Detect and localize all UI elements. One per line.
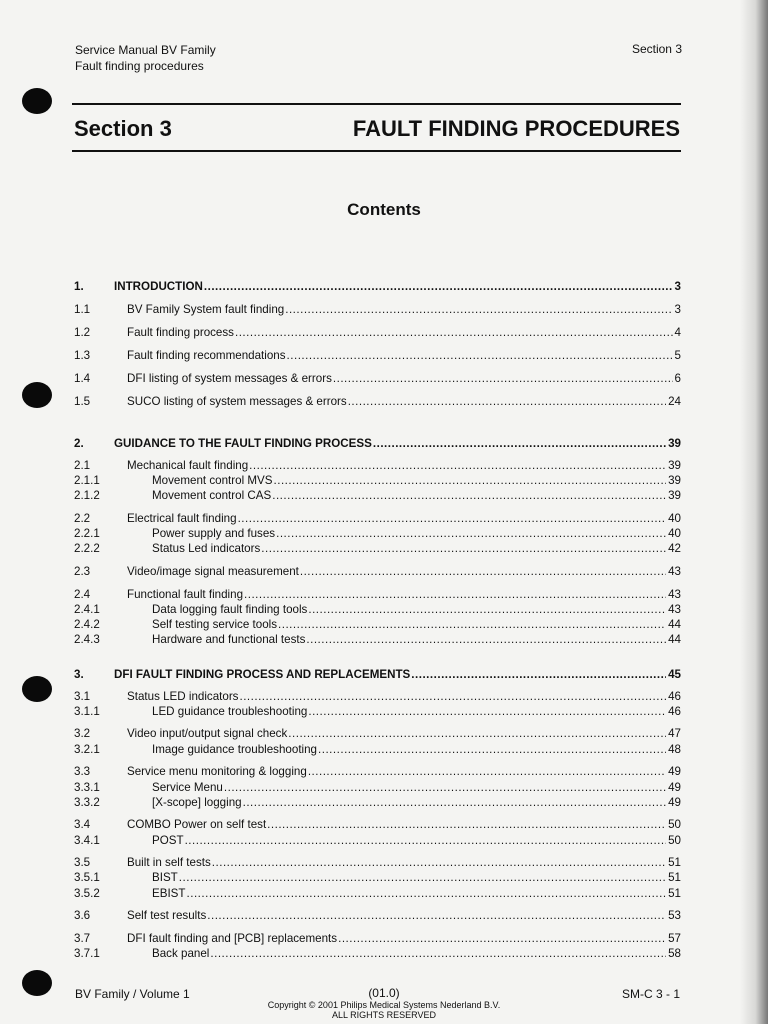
toc-entry[interactable] <box>74 668 681 690</box>
toc-leader-dots <box>300 565 666 578</box>
toc-leader-dots <box>348 395 666 408</box>
punch-hole <box>22 88 52 114</box>
toc-leader-dots <box>287 349 673 362</box>
toc-leader-dots <box>288 727 666 740</box>
toc-entry-page: 6 <box>674 372 681 385</box>
toc-entry-title: BIST <box>152 871 178 885</box>
toc-leader-dots <box>210 947 666 960</box>
toc-entry-text <box>127 395 681 408</box>
section-ref: Section 3 <box>631 42 682 56</box>
toc-entry-number: 3.2.1 <box>74 742 100 756</box>
toc-entry-title: DFI fault finding and [PCB] replacements <box>127 932 338 945</box>
toc-gap <box>74 505 681 513</box>
toc-leader-dots <box>238 512 667 525</box>
toc-entry-number: 3.4 <box>74 818 91 832</box>
toc-entry-text <box>114 280 681 293</box>
punch-hole <box>22 676 52 702</box>
toc-gap <box>74 811 681 819</box>
toc-entry-text <box>127 909 681 922</box>
toc-entry-number: 3.1 <box>74 689 91 703</box>
toc-entry-page: 47 <box>668 727 681 741</box>
toc-entry-text <box>127 565 681 578</box>
toc-leader-dots <box>235 326 673 339</box>
toc-entry-page: 51 <box>668 886 681 900</box>
toc-entry-number: 2.1.2 <box>74 489 100 503</box>
toc-leader-dots <box>244 588 666 601</box>
toc-entry-number: 3.4.1 <box>74 833 100 847</box>
toc-entry-title: Built in self tests <box>127 856 211 870</box>
table-of-contents <box>74 280 681 962</box>
toc-entry[interactable] <box>74 743 681 758</box>
toc-entry-text <box>152 542 681 555</box>
toc-entry-title: Fault finding process <box>127 326 234 339</box>
toc-entry-number: 2.4.3 <box>74 633 100 647</box>
toc-entry[interactable] <box>74 303 681 326</box>
toc-entry-number: 3.2 <box>74 727 91 741</box>
toc-entry-number: 1.4 <box>74 372 91 385</box>
copyright: Copyright © 2001 Philips Medical Systems Nederland B.V. <box>267 1000 501 1010</box>
toc-entry-text <box>152 705 681 718</box>
toc-entry-text <box>127 727 681 740</box>
toc-entry-page: 43 <box>668 565 681 579</box>
toc-entry-page: 40 <box>668 512 681 526</box>
toc-entry-number: 1.5 <box>74 395 91 408</box>
toc-entry-number: 3.1.1 <box>74 704 100 718</box>
toc-entry[interactable] <box>74 527 681 542</box>
toc-entry-page: 3 <box>674 280 681 293</box>
toc-entry-number: 2.3 <box>74 565 91 579</box>
toc-entry-number: 1.1 <box>74 303 91 316</box>
toc-leader-dots <box>285 303 672 316</box>
toc-entry-number: 3.5 <box>74 856 91 870</box>
toc-entry[interactable] <box>74 512 681 527</box>
toc-entry[interactable] <box>74 932 681 947</box>
toc-entry-title: SUCO listing of system messages & errors <box>127 395 347 408</box>
toc-entry-text <box>152 887 681 900</box>
toc-entry-page: 50 <box>668 833 681 847</box>
toc-entry-text <box>152 603 681 616</box>
toc-entry-number: 2.1 <box>74 459 91 472</box>
toc-leader-dots <box>308 705 666 718</box>
toc-entry-text <box>152 618 681 631</box>
toc-entry-number: 3.3.1 <box>74 780 100 794</box>
manual-subtitle: Fault finding procedures <box>75 59 204 73</box>
toc-entry[interactable] <box>74 765 681 780</box>
toc-entry-text <box>152 633 681 646</box>
toc-leader-dots <box>318 743 666 756</box>
toc-entry-page: 53 <box>668 909 681 923</box>
toc-entry-title: Power supply and fuses <box>152 527 276 541</box>
toc-entry-text <box>127 932 681 945</box>
rights: ALL RIGHTS RESERVED <box>331 1010 437 1020</box>
toc-entry-text <box>127 303 681 316</box>
toc-entry-text <box>152 781 681 794</box>
punch-hole <box>22 382 52 408</box>
toc-leader-dots <box>204 280 673 293</box>
toc-entry-title: Video input/output signal check <box>127 727 288 741</box>
toc-gap <box>74 649 681 668</box>
toc-entry[interactable] <box>74 542 681 557</box>
toc-entry-title: INTRODUCTION <box>114 280 203 293</box>
toc-entry-title: Status Led indicators <box>152 542 261 556</box>
section-number: Section 3 <box>74 116 172 141</box>
toc-entry[interactable] <box>74 856 681 871</box>
toc-entry-number: 2.4 <box>74 587 91 601</box>
toc-entry[interactable] <box>74 690 681 705</box>
toc-entry[interactable] <box>74 727 681 742</box>
toc-entry-text <box>152 474 681 487</box>
page-edge-shadow <box>740 0 768 1024</box>
section-title: FAULT FINDING PROCEDURES <box>352 116 680 141</box>
toc-entry-page: 39 <box>668 474 681 488</box>
toc-entry[interactable] <box>74 796 681 811</box>
toc-entry-number: 1.2 <box>74 326 91 339</box>
toc-entry-number: 2.2 <box>74 512 91 526</box>
toc-entry-number: 3. <box>74 667 84 681</box>
toc-entry-page: 3 <box>674 303 681 316</box>
toc-entry[interactable] <box>74 887 681 902</box>
toc-leader-dots <box>308 603 666 616</box>
toc-entry[interactable] <box>74 603 681 618</box>
toc-entry-page: 46 <box>668 704 681 718</box>
toc-leader-dots <box>411 668 666 681</box>
toc-entry-number: 3.7 <box>74 932 91 945</box>
toc-entry-page: 43 <box>668 603 681 616</box>
toc-entry-title: Fault finding recommendations <box>127 349 286 362</box>
toc-entry-number: 3.3.2 <box>74 795 100 809</box>
toc-entry-number: 3.7.1 <box>74 947 100 961</box>
toc-leader-dots <box>207 909 666 922</box>
toc-entry-number: 1. <box>74 280 84 293</box>
toc-leader-dots <box>185 834 667 847</box>
contents-heading: Contents <box>347 200 421 219</box>
toc-gap <box>74 902 681 910</box>
toc-entry-title: Service Menu <box>152 780 223 794</box>
toc-entry[interactable] <box>74 280 681 303</box>
toc-entry[interactable] <box>74 459 681 474</box>
toc-entry-title: Mechanical fault finding <box>127 459 249 472</box>
toc-entry-page: 39 <box>668 437 681 450</box>
toc-leader-dots <box>267 818 666 831</box>
toc-entry-title: Data logging fault finding tools <box>152 603 308 616</box>
toc-entry[interactable] <box>74 947 681 962</box>
toc-leader-dots <box>249 459 666 472</box>
manual-name: Service Manual BV Family <box>75 43 216 57</box>
toc-leader-dots <box>308 765 666 778</box>
toc-entry-text <box>152 796 681 809</box>
toc-entry-text <box>114 437 681 450</box>
toc-entry-title: EBIST <box>152 886 186 900</box>
toc-entry-page: 57 <box>668 932 681 945</box>
toc-entry-number: 2.2.1 <box>74 527 100 541</box>
toc-entry-title: Service menu monitoring & logging <box>127 765 307 779</box>
toc-entry-title: POST <box>152 833 184 847</box>
toc-entry-title: Video/image signal measurement <box>127 565 299 579</box>
toc-entry-number: 2. <box>74 437 84 450</box>
toc-entry-number: 2.2.2 <box>74 542 100 556</box>
toc-entry[interactable] <box>74 326 681 349</box>
toc-leader-dots <box>338 932 666 945</box>
toc-gap <box>74 720 681 728</box>
toc-leader-dots <box>179 871 666 884</box>
toc-leader-dots <box>333 372 673 385</box>
toc-gap <box>74 580 681 588</box>
toc-entry-text <box>152 489 681 502</box>
toc-entry-title: BV Family System fault finding <box>127 303 285 316</box>
toc-leader-dots <box>276 527 666 540</box>
toc-entry[interactable] <box>74 633 681 648</box>
toc-gap <box>74 758 681 766</box>
toc-entry-title: Self test results <box>127 909 207 923</box>
toc-entry[interactable] <box>74 489 681 504</box>
toc-entry-number: 2.4.1 <box>74 603 100 616</box>
toc-entry-title: DFI listing of system messages & errors <box>127 372 332 385</box>
toc-entry-page: 40 <box>668 527 681 541</box>
toc-entry-page: 44 <box>668 618 681 632</box>
toc-entry[interactable] <box>74 909 681 924</box>
toc-gap <box>74 925 681 933</box>
toc-entry[interactable] <box>74 474 681 489</box>
toc-leader-dots <box>373 437 666 450</box>
toc-entry-title: Movement control MVS <box>152 474 273 488</box>
toc-entry-number: 3.5.2 <box>74 886 100 900</box>
edition: (01.0) <box>368 986 400 1000</box>
toc-gap <box>74 558 681 566</box>
toc-leader-dots <box>187 887 667 900</box>
toc-entry[interactable] <box>74 781 681 796</box>
toc-entry-text <box>127 818 681 831</box>
toc-entry-text <box>152 527 681 540</box>
toc-entry-text <box>114 668 681 681</box>
toc-entry-page: 51 <box>668 856 681 870</box>
toc-entry[interactable] <box>74 565 681 580</box>
toc-entry-title: Self testing service tools <box>152 618 278 632</box>
toc-entry-text <box>127 765 681 778</box>
toc-entry-page: 44 <box>668 633 681 647</box>
toc-leader-dots <box>243 796 667 809</box>
toc-entry-number: 3.6 <box>74 909 91 923</box>
toc-leader-dots <box>261 542 666 555</box>
toc-entry-page: 49 <box>668 780 681 794</box>
toc-entry-text <box>127 856 681 869</box>
page-number: SM-C 3 - 1 <box>621 987 680 1001</box>
toc-entry-page: 48 <box>668 742 681 756</box>
toc-entry-title: DFI FAULT FINDING PROCESS AND REPLACEMENTS <box>114 667 411 681</box>
toc-entry-text <box>152 834 681 847</box>
title-rule <box>72 150 681 152</box>
toc-entry[interactable] <box>74 349 681 372</box>
toc-entry-number: 2.4.2 <box>74 618 100 632</box>
footer-volume: BV Family / Volume 1 <box>75 987 190 1001</box>
toc-entry-title: [X-scope] logging <box>152 795 242 809</box>
toc-entry-page: 49 <box>668 795 681 809</box>
toc-entry-text <box>152 743 681 756</box>
toc-entry[interactable] <box>74 818 681 833</box>
toc-entry-page: 43 <box>668 587 681 601</box>
toc-entry-title: Movement control CAS <box>152 489 272 503</box>
toc-entry-page: 45 <box>668 667 681 681</box>
toc-leader-dots <box>212 856 666 869</box>
toc-entry-text <box>127 349 681 362</box>
toc-entry-text <box>127 588 681 601</box>
toc-entry-text <box>127 459 681 472</box>
toc-entry-number: 2.1.1 <box>74 474 100 488</box>
toc-entry-title: GUIDANCE TO THE FAULT FINDING PROCESS <box>114 437 372 450</box>
toc-entry-title: COMBO Power on self test <box>127 818 267 832</box>
toc-entry-text <box>152 871 681 884</box>
toc-leader-dots <box>278 618 666 631</box>
toc-entry[interactable] <box>74 834 681 849</box>
toc-entry-page: 42 <box>668 542 681 556</box>
toc-entry[interactable] <box>74 395 681 418</box>
toc-entry[interactable] <box>74 705 681 720</box>
toc-entry-number: 3.3 <box>74 765 91 779</box>
toc-entry-text <box>152 947 681 960</box>
toc-entry-number: 1.3 <box>74 349 91 362</box>
toc-leader-dots <box>306 633 666 646</box>
running-header <box>75 42 216 74</box>
toc-entry-page: 5 <box>674 349 681 362</box>
toc-entry-title: Electrical fault finding <box>127 512 237 526</box>
toc-leader-dots <box>239 690 666 703</box>
toc-gap <box>74 418 681 437</box>
toc-entry-number: 3.5.1 <box>74 871 100 885</box>
toc-entry-page: 39 <box>668 489 681 503</box>
toc-entry[interactable] <box>74 588 681 603</box>
toc-entry[interactable] <box>74 437 681 459</box>
toc-entry[interactable] <box>74 372 681 395</box>
toc-entry-title: LED guidance troubleshooting <box>152 704 308 718</box>
toc-entry-page: 39 <box>668 459 681 472</box>
toc-entry[interactable] <box>74 871 681 886</box>
top-rule <box>72 103 681 105</box>
toc-entry-text <box>127 512 681 525</box>
toc-entry-title: Back panel <box>152 947 210 961</box>
toc-entry-text <box>127 690 681 703</box>
toc-leader-dots <box>274 474 667 487</box>
toc-entry-title: Status LED indicators <box>127 689 239 703</box>
toc-entry-page: 24 <box>668 395 681 408</box>
toc-entry-title: Hardware and functional tests <box>152 633 306 647</box>
toc-entry-page: 46 <box>668 689 681 703</box>
toc-entry-page: 50 <box>668 818 681 832</box>
toc-entry-text <box>127 326 681 339</box>
toc-entry-page: 4 <box>674 326 681 339</box>
toc-entry[interactable] <box>74 618 681 633</box>
toc-entry-page: 49 <box>668 765 681 779</box>
toc-entry-title: Functional fault finding <box>127 587 244 601</box>
toc-leader-dots <box>272 489 666 502</box>
toc-entry-title: Image guidance troubleshooting <box>152 742 318 756</box>
toc-entry-page: 51 <box>668 871 681 885</box>
toc-entry-page: 58 <box>668 947 681 961</box>
toc-leader-dots <box>224 781 666 794</box>
toc-entry-text <box>127 372 681 385</box>
toc-gap <box>74 849 681 857</box>
